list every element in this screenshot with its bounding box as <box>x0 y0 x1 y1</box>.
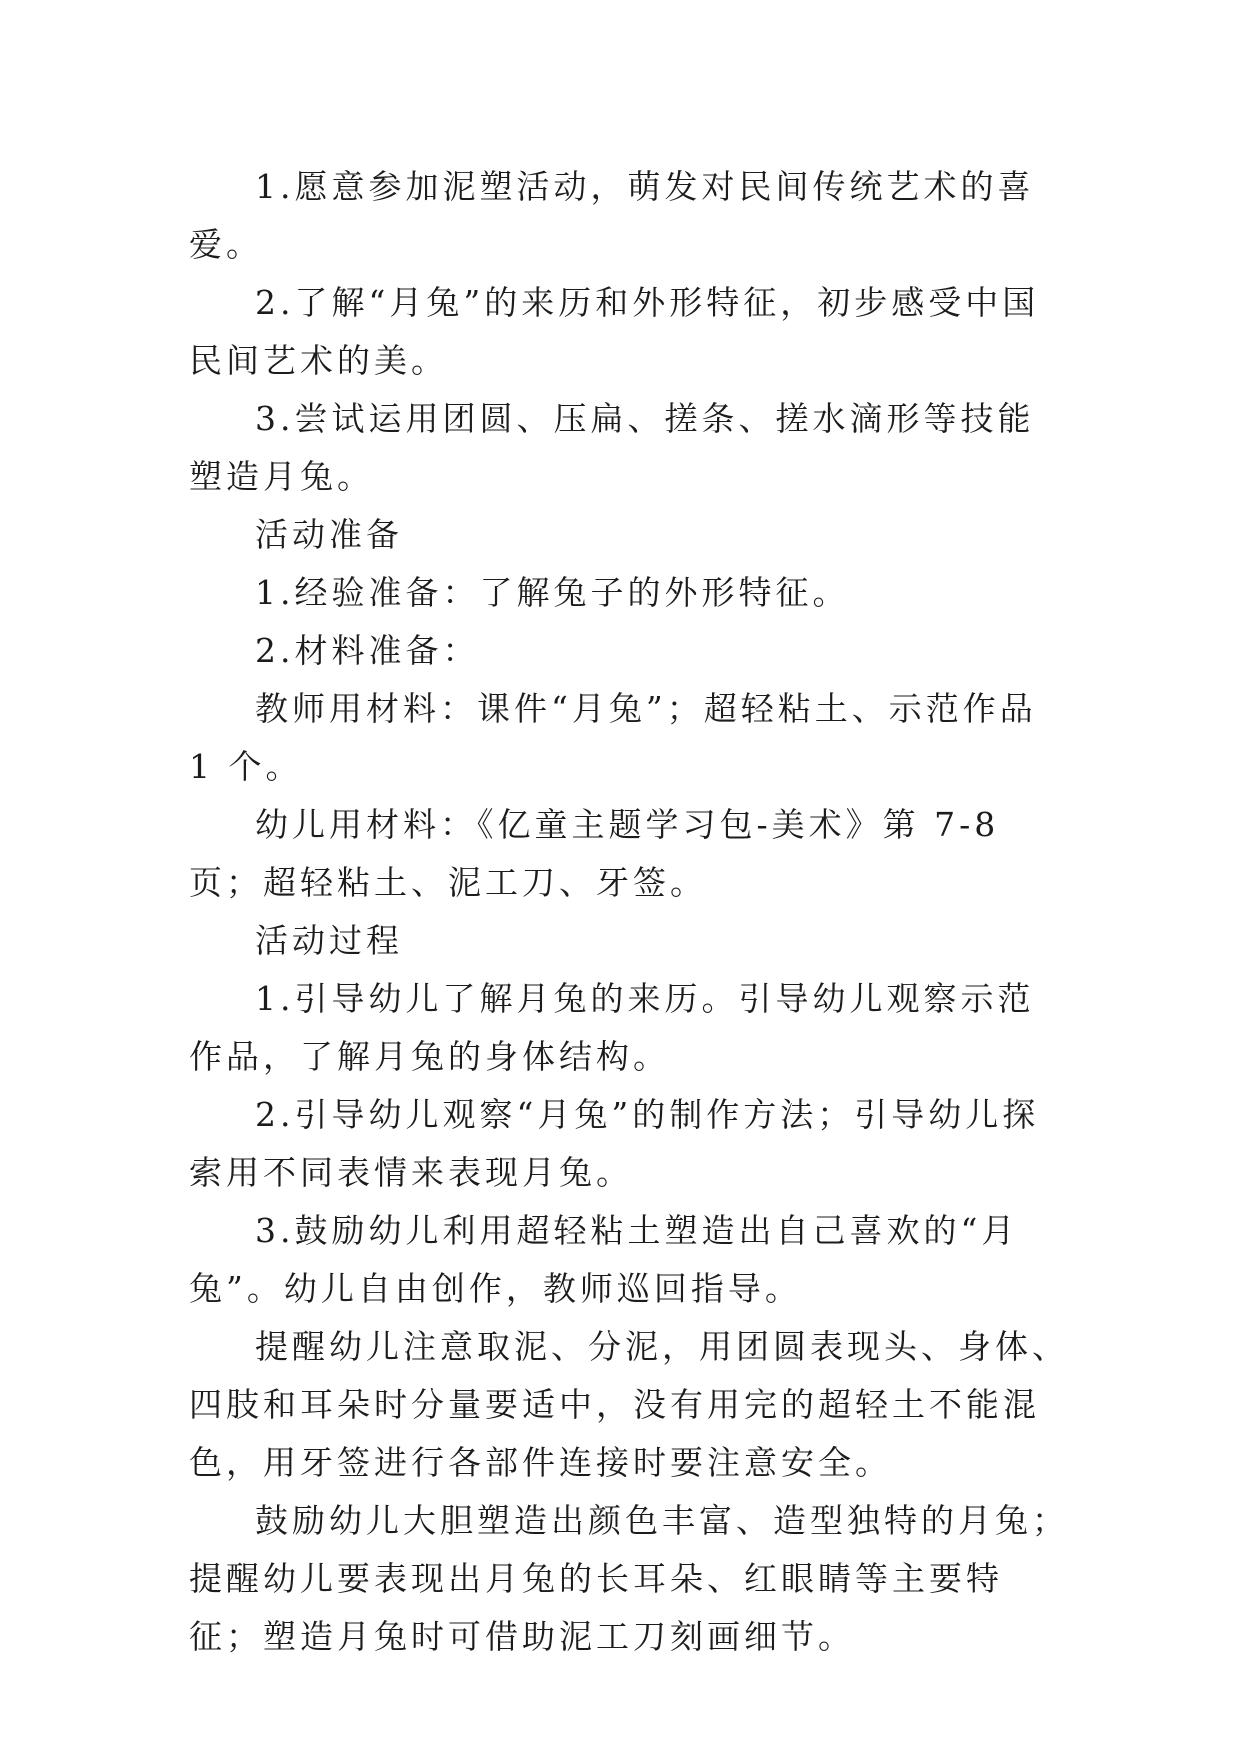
section-heading-preparation: 活动准备 <box>255 515 403 554</box>
process-paragraph-3: 3.鼓励幼儿利用超轻粘土塑造出自己喜欢的“月兔”。幼儿自由创作，教师巡回指导。 <box>189 1211 1019 1308</box>
document-body <box>189 158 1069 1666</box>
teacher-materials-paragraph: 教师用材料：课件“月兔”；超轻粘土、示范作品 1 个。 <box>189 689 1037 786</box>
child-materials-paragraph: 幼儿用材料：《亿童主题学习包-美术》第 7-8 页；超轻粘土、泥工刀、牙签。 <box>189 805 1000 902</box>
reminder-paragraph: 提醒幼儿注意取泥、分泥，用团圆表现头、身体、四肢和耳朵时分量要适中，没有用完的超轻土不能混色，用牙签进行各部件连接时要注意安全。 <box>189 1327 1069 1482</box>
goal-paragraph-2: 2.了解“月兔”的来历和外形特征，初步感受中国民间艺术的美。 <box>189 283 1040 380</box>
process-paragraph-2: 2.引导幼儿观察“月兔”的制作方法；引导幼儿探索用不同表情来表现月兔。 <box>189 1095 1040 1192</box>
section-heading-process: 活动过程 <box>255 921 403 960</box>
preparation-paragraph-1: 1.经验准备：了解兔子的外形特征。 <box>255 573 850 612</box>
encouragement-paragraph: 鼓励幼儿大胆塑造出颜色丰富、造型独特的月兔；提醒幼儿要表现出月兔的长耳朵、红眼睛等主要特征；塑造月兔时可借助泥工刀刻画细节。 <box>189 1501 1069 1656</box>
goal-paragraph-3: 3.尝试运用团圆、压扁、搓条、搓水滴形等技能塑造月兔。 <box>189 399 1035 496</box>
goal-paragraph-1: 1.愿意参加泥塑活动，萌发对民间传统艺术的喜爱。 <box>189 167 1035 264</box>
preparation-paragraph-2: 2.材料准备： <box>255 631 480 670</box>
process-paragraph-1: 1.引导幼儿了解月兔的来历。引导幼儿观察示范作品，了解月兔的身体结构。 <box>189 979 1035 1076</box>
